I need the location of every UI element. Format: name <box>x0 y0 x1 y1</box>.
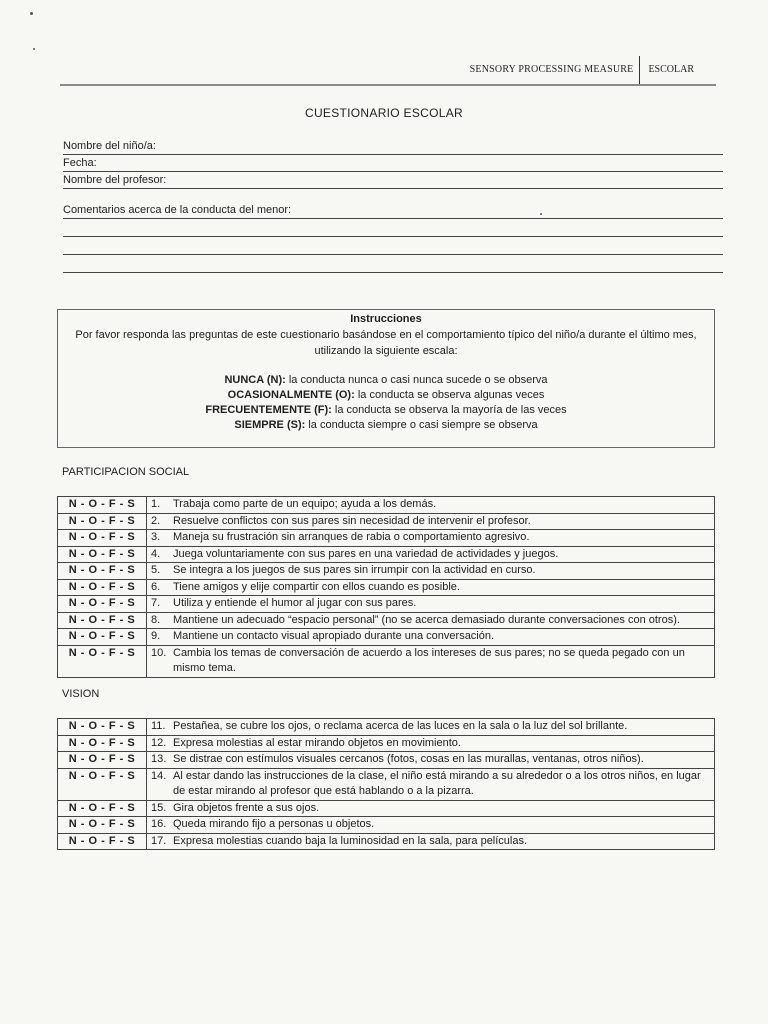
question-cell <box>147 800 715 817</box>
question-number: 17. <box>151 834 167 847</box>
rating-options[interactable]: N - O - F - S <box>58 800 147 817</box>
table-row <box>58 833 715 850</box>
scale-desc: la conducta se observa la mayoría de las veces <box>331 404 567 416</box>
question-number: 1. <box>151 498 161 510</box>
question-number: 12. <box>151 736 167 749</box>
question-cell <box>147 719 715 736</box>
table-row <box>58 645 715 677</box>
question-cell <box>147 768 715 800</box>
table-row <box>58 513 715 530</box>
table-row <box>58 563 715 580</box>
question-text: Trabaja como parte de un equipo; ayuda a los demás. <box>173 498 437 510</box>
question-number: 5. <box>151 564 161 576</box>
table-row <box>58 768 715 800</box>
question-text: Maneja su frustración sin arranques de rabia o comportamiento agresivo. <box>173 531 530 543</box>
question-text: Expresa molestias cuando baja la luminosidad en la sala, para películas. <box>173 834 528 847</box>
question-cell <box>147 817 715 834</box>
rating-options[interactable]: N - O - F - S <box>58 719 147 736</box>
teacher-field[interactable]: Nombre del profesor: <box>63 172 723 189</box>
rating-options[interactable]: N - O - F - S <box>58 612 147 629</box>
question-cell <box>147 497 715 514</box>
comments-field[interactable]: Comentarios acerca de la conducta del menor: <box>63 202 723 219</box>
social-items-table <box>57 496 715 678</box>
rating-options[interactable]: N - O - F - S <box>58 497 147 514</box>
scan-speck <box>30 12 33 15</box>
question-number: 3. <box>151 531 161 543</box>
question-number: 2. <box>151 514 161 527</box>
question-cell <box>147 579 715 596</box>
header-title: SENSORY PROCESSING MEASURE <box>469 64 634 75</box>
question-cell <box>147 530 715 547</box>
instructions-heading: Instrucciones <box>350 313 422 325</box>
question-cell <box>147 563 715 580</box>
question-cell <box>147 645 715 677</box>
question-text: Gira objetos frente a sus ojos. <box>173 801 320 814</box>
question-number: 9. <box>151 630 161 642</box>
scale-term: OCASIONALMENTE (O): <box>227 389 355 401</box>
table-row <box>58 546 715 563</box>
scan-speck <box>33 48 35 50</box>
comments-line[interactable] <box>63 255 723 273</box>
scale-desc: la conducta se observa algunas veces <box>354 389 545 401</box>
question-text: Pestañea, se cubre los ojos, o reclama acerca de las luces en la sala o la luz del sol brillante. <box>173 720 628 732</box>
comments-line[interactable] <box>63 219 723 237</box>
scale-entry <box>58 418 714 433</box>
table-row <box>58 719 715 736</box>
question-number: 8. <box>151 613 161 626</box>
rating-scale <box>58 373 714 433</box>
question-cell <box>147 629 715 646</box>
rating-options[interactable]: N - O - F - S <box>58 546 147 563</box>
question-text: Queda mirando fijo a personas u objetos. <box>173 818 375 830</box>
header-label-group <box>470 62 694 84</box>
comments-line[interactable] <box>63 237 723 255</box>
rating-options[interactable]: N - O - F - S <box>58 752 147 769</box>
question-text: Se distrae con estímulos visuales cercanos (fotos, cosas en las murallas, ventanas, otros niños). <box>173 753 644 765</box>
header-rule <box>60 84 716 86</box>
rating-options[interactable]: N - O - F - S <box>58 817 147 834</box>
table-row <box>58 629 715 646</box>
question-cell <box>147 612 715 629</box>
date-field[interactable]: Fecha: <box>63 155 723 172</box>
scale-desc: la conducta nunca o casi nunca sucede o se observa <box>285 374 548 386</box>
question-cell <box>147 546 715 563</box>
question-number: 14. <box>151 769 167 782</box>
scale-entry <box>58 373 714 388</box>
question-cell <box>147 596 715 613</box>
header-section: ESCOLAR <box>648 64 694 75</box>
question-number: 10. <box>151 646 167 659</box>
question-text: Utiliza y entiende el humor al jugar con sus pares. <box>173 597 417 609</box>
question-text: Tiene amigos y elije compartir con ellos cuando es posible. <box>173 580 460 593</box>
question-text: Al estar dando las instrucciones de la clase, el niño está mirando a su alrededor o a los otros niños, en lugar de estar mirando al profesor que está hablando o a la pizarra. <box>173 769 701 797</box>
question-text: Juega voluntariamente con sus pares en una variedad de actividades y juegos. <box>173 547 559 560</box>
question-text: Mantiene un adecuado “espacio personal” (no se acerca demasiado durante conversaciones con otros). <box>173 613 680 626</box>
rating-options[interactable]: N - O - F - S <box>58 833 147 850</box>
question-cell <box>147 833 715 850</box>
question-number: 7. <box>151 597 161 609</box>
question-number: 13. <box>151 753 167 765</box>
rating-options[interactable]: N - O - F - S <box>58 596 147 613</box>
question-number: 6. <box>151 580 161 593</box>
child-name-field[interactable]: Nombre del niño/a: <box>63 138 723 155</box>
scale-entry <box>58 403 714 418</box>
question-text: Mantiene un contacto visual apropiado durante una conversación. <box>173 630 495 642</box>
question-cell <box>147 752 715 769</box>
page-header <box>60 52 716 86</box>
vision-section-title: VISION <box>62 688 100 700</box>
document-title: CUESTIONARIO ESCOLAR <box>304 106 464 120</box>
rating-options[interactable]: N - O - F - S <box>58 530 147 547</box>
table-row <box>58 579 715 596</box>
question-number: 11. <box>151 720 166 732</box>
rating-options[interactable]: N - O - F - S <box>58 735 147 752</box>
rating-options[interactable]: N - O - F - S <box>58 629 147 646</box>
rating-options[interactable]: N - O - F - S <box>58 563 147 580</box>
info-fields <box>63 138 723 273</box>
scale-entry <box>58 388 714 403</box>
table-row <box>58 596 715 613</box>
social-section-title: PARTICIPACION SOCIAL <box>62 466 190 478</box>
rating-options[interactable]: N - O - F - S <box>58 513 147 530</box>
question-number: 4. <box>151 547 161 560</box>
scale-term: NUNCA (N): <box>224 374 286 386</box>
question-number: 16. <box>151 818 167 830</box>
instructions-body: Por favor responda las preguntas de este cuestionario basándose en el comportamiento típico del niño/a durante el último mes, utilizando la siguiente escala: <box>75 329 697 357</box>
question-cell <box>147 513 715 530</box>
rating-options[interactable]: N - O - F - S <box>58 645 147 677</box>
table-row <box>58 612 715 629</box>
question-text: Expresa molestias al estar mirando objetos en movimiento. <box>173 736 461 749</box>
scale-term: FRECUENTEMENTE (F): <box>205 404 332 416</box>
question-text: Cambia los temas de conversación de acuerdo a los intereses de sus pares; no se queda pegado con un mismo tema. <box>173 646 685 674</box>
question-cell <box>147 735 715 752</box>
rating-options[interactable]: N - O - F - S <box>58 579 147 596</box>
table-row <box>58 800 715 817</box>
table-row <box>58 817 715 834</box>
instructions-box <box>57 309 715 448</box>
question-text: Se integra a los juegos de sus pares sin irrumpir con la actividad en curso. <box>173 564 536 576</box>
scale-desc: la conducta siempre o casi siempre se observa <box>305 419 538 431</box>
rating-options[interactable]: N - O - F - S <box>58 768 147 800</box>
table-row <box>58 497 715 514</box>
table-row <box>58 530 715 547</box>
question-text: Resuelve conflictos con sus pares sin necesidad de intervenir el profesor. <box>173 514 531 527</box>
table-row <box>58 735 715 752</box>
question-number: 15. <box>151 801 167 814</box>
vision-items-table <box>57 718 715 850</box>
scale-term: SIEMPRE (S): <box>234 419 306 431</box>
table-row <box>58 752 715 769</box>
